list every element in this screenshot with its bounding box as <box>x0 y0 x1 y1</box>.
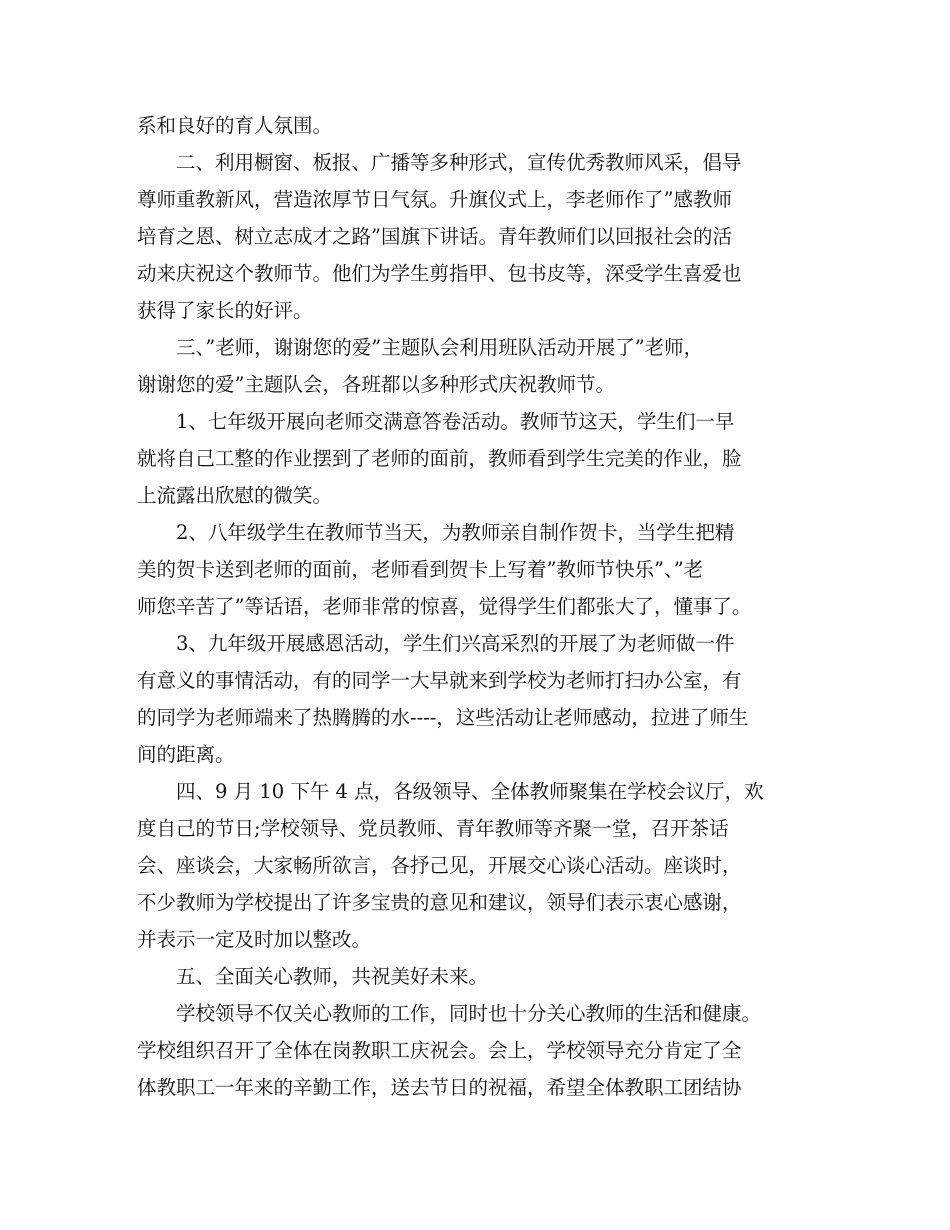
text-line: 二、利用橱窗、板报、广播等多种形式，宣传优秀教师风采，倡导 <box>176 151 742 174</box>
text-line: 尊师重教新风，营造浓厚节日气氛。升旗仪式上，李老师作了”感教师 <box>137 188 732 211</box>
text-line: 就将自己工整的作业摆到了老师的面前，教师看到学生完美的作业，脸 <box>137 447 742 470</box>
text-line: 有意义的事情活动，有的同学一大早就来到学校为老师打扫办公室，有 <box>137 669 742 692</box>
text-line: 的同学为老师端来了热腾腾的水----，这些活动让老师感动，拉进了师生 <box>137 706 749 729</box>
text-line: 五、全面关心教师，共祝美好未来。 <box>176 965 489 988</box>
text-line: 上流露出欣慰的微笑。 <box>137 484 333 507</box>
text-line: 美的贺卡送到老师的面前，老师看到贺卡上写着”教师节快乐”、”老 <box>137 558 704 581</box>
text-line: 四、9 月 10 下午 4 点，各级领导、全体教师聚集在学校会议厅，欢 <box>176 780 764 803</box>
text-line: 三、”老师，谢谢您的爱”主题队会利用班队活动开展了”老师， <box>176 336 704 359</box>
text-line: 学校领导不仅关心教师的工作，同时也十分关心教师的生活和健康。 <box>176 1002 762 1025</box>
text-line: 1、七年级开展向老师交满意答卷活动。教师节这天，学生们一早 <box>176 410 735 433</box>
text-line: 会、座谈会，大家畅所欲言，各抒己见，开展交心谈心活动。座谈时， <box>137 854 742 877</box>
text-line: 间的距离。 <box>137 743 235 766</box>
text-line: 动来庆祝这个教师节。他们为学生剪指甲、包书皮等，深受学生喜爱也 <box>137 262 742 285</box>
text-line: 不少教师为学校提出了许多宝贵的意见和建议，领导们表示衷心感谢， <box>137 891 742 914</box>
text-line: 体教职工一年来的辛勤工作，送去节日的祝福，希望全体教职工团结协 <box>137 1076 742 1099</box>
text-line: 师您辛苦了”等话语，老师非常的惊喜，觉得学生们都张大了，懂事了。 <box>137 595 752 618</box>
text-line: 谢谢您的爱”主题队会，各班都以多种形式庆祝教师节。 <box>137 373 615 396</box>
text-line: 系和良好的育人氛围。 <box>137 114 333 137</box>
text-line: 度自己的节日;学校领导、党员教师、青年教师等齐聚一堂，召开茶话 <box>137 817 729 840</box>
text-line: 培育之恩、树立志成才之路”国旗下讲话。青年教师们以回报社会的活 <box>137 225 732 248</box>
text-line: 3、九年级开展感恩活动，学生们兴高采烈的开展了为老师做一件 <box>176 632 735 655</box>
text-line: 2、八年级学生在教师节当天，为教师亲自制作贺卡，当学生把精 <box>176 521 735 544</box>
text-line: 并表示一定及时加以整改。 <box>137 928 372 951</box>
text-line: 学校组织召开了全体在岗教职工庆祝会。会上，学校领导充分肯定了全 <box>137 1039 742 1062</box>
document-body <box>137 107 827 1106</box>
text-line: 获得了家长的好评。 <box>137 299 313 322</box>
